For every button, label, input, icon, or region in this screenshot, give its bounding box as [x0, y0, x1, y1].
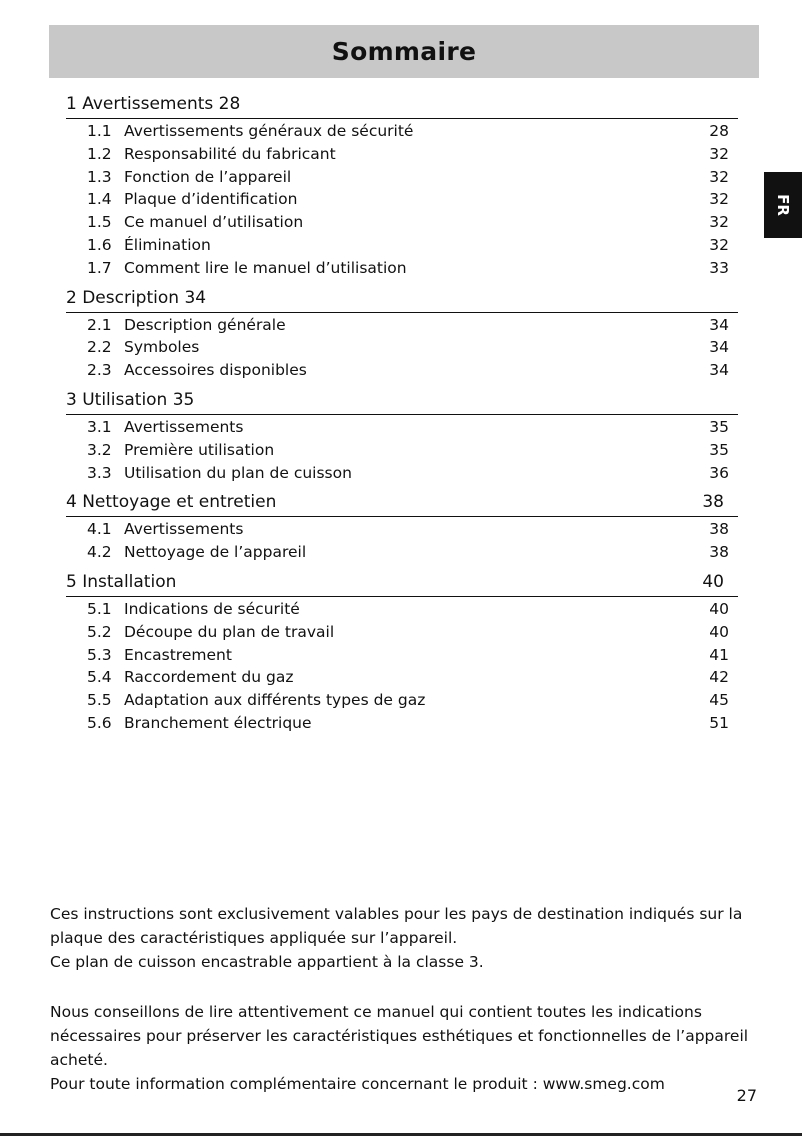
- toc-entry-page: 38: [709, 520, 729, 539]
- toc-section-heading[interactable]: [66, 387, 738, 415]
- toc-section-heading[interactable]: [66, 569, 738, 597]
- toc-entry-label: Accessoires disponibles: [124, 361, 307, 380]
- note-paragraph-1: Ces instructions sont exclusivement valables pour les pays de destination indiqués sur la plaque des caractéristiques appliquée sur l’appareil.: [50, 905, 743, 947]
- toc-entry-number: 1.3: [87, 167, 112, 186]
- toc-entry[interactable]: [66, 644, 738, 667]
- toc-entry-number: 3.1: [87, 417, 112, 436]
- toc-section-heading[interactable]: [66, 285, 738, 313]
- toc-entry-label: Adaptation aux différents types de gaz: [124, 691, 426, 710]
- toc-entry-number: 1.6: [87, 235, 112, 254]
- toc-section: [66, 569, 738, 735]
- toc-entry-page: 34: [709, 338, 729, 357]
- toc-entry-label: Découpe du plan de travail: [124, 622, 335, 641]
- language-tab: [764, 172, 802, 238]
- toc-entry-number: 1.4: [87, 190, 112, 209]
- toc-entry-number: 2.3: [87, 361, 112, 380]
- toc-entry-number: 1.1: [87, 122, 112, 140]
- toc-entry-label: Utilisation du plan de cuisson: [124, 463, 352, 482]
- toc-section-page: 38: [702, 492, 724, 513]
- toc-entry[interactable]: [66, 621, 738, 644]
- toc-entry-page: 42: [709, 668, 729, 687]
- toc-entry-number: 5.2: [87, 622, 112, 641]
- toc-entry-page: 40: [709, 599, 729, 618]
- toc-entry-number: 5.3: [87, 645, 112, 664]
- toc-section-page: 40: [702, 571, 724, 592]
- toc-entry[interactable]: [66, 416, 738, 439]
- toc-entry-label: Encastrement: [124, 645, 232, 664]
- toc-entry-page: 36: [709, 463, 729, 482]
- toc-entry-page: 51: [709, 713, 729, 732]
- toc-entry-page: 28: [709, 122, 729, 140]
- toc-section: [66, 91, 738, 280]
- toc-entry-label: Comment lire le manuel d’utilisation: [124, 258, 407, 277]
- toc-entry-label: Ce manuel d’utilisation: [124, 213, 304, 232]
- toc-entry[interactable]: [66, 143, 738, 166]
- toc-entry-page: 32: [709, 144, 729, 163]
- toc-entry-label: Description générale: [124, 315, 286, 334]
- toc-entry-label: Avertissements: [124, 417, 244, 436]
- toc-entry-number: 5.5: [87, 691, 112, 710]
- toc-entry-number: 2.2: [87, 338, 112, 357]
- toc-entry-number: 2.1: [87, 315, 112, 334]
- toc-entry[interactable]: [66, 518, 738, 541]
- note-paragraph-2: Ce plan de cuisson encastrable appartient à la classe 3.: [50, 953, 484, 971]
- toc-entry-page: 32: [709, 190, 729, 209]
- toc-entry-label: Avertissements: [124, 520, 244, 539]
- toc-entry-number: 4.2: [87, 543, 112, 562]
- toc-entry-number: 5.6: [87, 713, 112, 732]
- toc-entry-number: 1.2: [87, 144, 112, 163]
- toc-entry[interactable]: [66, 666, 738, 689]
- note-paragraph-3: Nous conseillons de lire attentivement ce manuel qui contient toutes les indications nécessaires pour préserver les caractéristiques esthétiques et fonctionnelles de l’appareil acheté.: [50, 1003, 749, 1069]
- toc-entry[interactable]: [66, 462, 738, 485]
- toc-entry-label: Indications de sécurité: [124, 599, 300, 618]
- toc-entry-page: 35: [709, 417, 729, 436]
- toc-entry[interactable]: [66, 689, 738, 712]
- language-tab-label: FR: [773, 194, 792, 216]
- toc-entry-page: 32: [709, 167, 729, 186]
- toc-entry[interactable]: [66, 541, 738, 564]
- toc-entry[interactable]: [66, 314, 738, 337]
- toc-entry-label: Branchement électrique: [124, 713, 312, 732]
- toc-section-title: 2 Description 34: [66, 287, 207, 308]
- toc-entry-label: Raccordement du gaz: [124, 668, 294, 687]
- toc-section: [66, 285, 738, 382]
- toc-entry[interactable]: [66, 166, 738, 189]
- toc-entry[interactable]: [66, 234, 738, 257]
- toc-entry-number: 3.3: [87, 463, 112, 482]
- toc-entry-page: 32: [709, 235, 729, 254]
- toc-entry-number: 5.4: [87, 668, 112, 687]
- toc-section-heading[interactable]: [66, 489, 738, 517]
- toc-entry-number: 4.1: [87, 520, 112, 539]
- toc-section-title: 1 Avertissements 28: [66, 94, 241, 114]
- toc-entry-number: 1.5: [87, 213, 112, 232]
- toc-entry-label: Plaque d’identification: [124, 190, 298, 209]
- toc-section: [66, 489, 738, 564]
- toc-entry-label: Première utilisation: [124, 440, 275, 459]
- toc-entry-number: 1.7: [87, 258, 112, 277]
- page-number: 27: [736, 1086, 757, 1105]
- toc-entry-number: 5.1: [87, 599, 112, 618]
- note-paragraph-4: Pour toute information complémentaire concernant le produit : www.smeg.com: [50, 1075, 665, 1093]
- toc-entry-label: Nettoyage de l’appareil: [124, 543, 307, 562]
- notes: [50, 902, 750, 1096]
- toc-entry-page: 40: [709, 622, 729, 641]
- toc-section: [66, 387, 738, 484]
- title-bar: [49, 25, 759, 78]
- toc-section-title: 5 Installation: [66, 571, 177, 592]
- toc-entry-page: 33: [709, 258, 729, 277]
- toc-entry-page: 38: [709, 543, 729, 562]
- toc-entry-page: 34: [709, 361, 729, 380]
- toc-entry[interactable]: [66, 336, 738, 359]
- toc-section-heading[interactable]: [66, 91, 738, 119]
- toc-entry-label: Élimination: [124, 235, 211, 254]
- toc-entry-label: Symboles: [124, 338, 200, 357]
- toc-entry[interactable]: [66, 257, 738, 280]
- toc-entry-page: 41: [709, 645, 729, 664]
- toc-entry[interactable]: [66, 188, 738, 211]
- toc-entry[interactable]: [66, 439, 738, 462]
- toc-entry-page: 45: [709, 691, 729, 710]
- toc-section-title: 4 Nettoyage et entretien: [66, 492, 277, 513]
- toc-entry[interactable]: [66, 211, 738, 234]
- toc-entry[interactable]: [66, 359, 738, 382]
- toc-entry[interactable]: [66, 598, 738, 621]
- table-of-contents: [66, 91, 738, 740]
- toc-entry-page: 35: [709, 440, 729, 459]
- toc-entry-label: Fonction de l’appareil: [124, 167, 292, 186]
- toc-entry[interactable]: [66, 712, 738, 735]
- toc-entry-page: 34: [709, 315, 729, 334]
- toc-entry-label: Avertissements généraux de sécurité: [124, 122, 414, 140]
- page-title: Sommaire: [331, 37, 477, 66]
- toc-entry-number: 3.2: [87, 440, 112, 459]
- toc-entry-label: Responsabilité du fabricant: [124, 144, 336, 163]
- toc-section-title: 3 Utilisation 35: [66, 389, 195, 410]
- toc-entry-page: 32: [709, 213, 729, 232]
- toc-entry[interactable]: [66, 120, 738, 143]
